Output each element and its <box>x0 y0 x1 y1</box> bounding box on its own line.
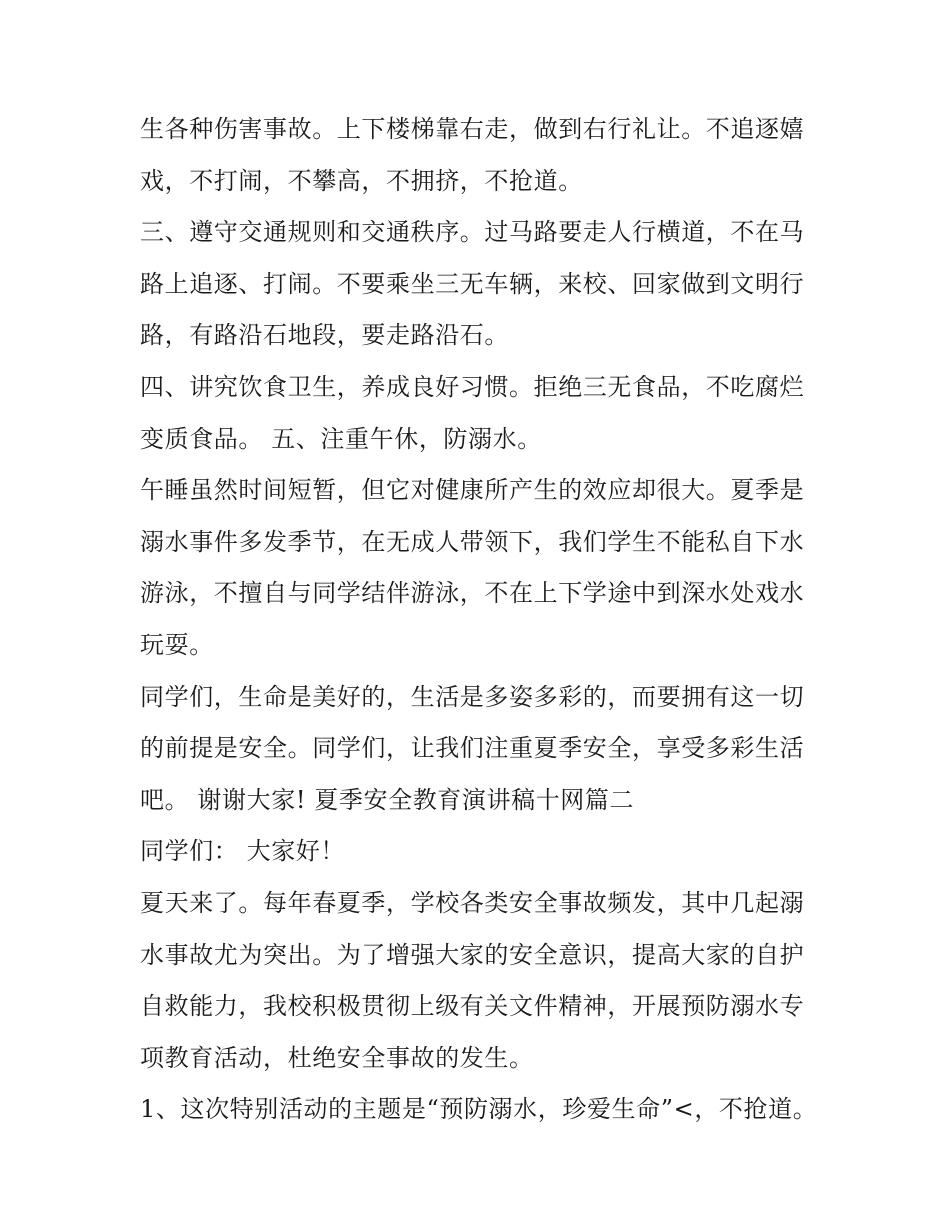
text-line: 1、这次特别活动的主题是“预防溺水，珍爱生命”<，不抢道。 <box>140 1095 818 1124</box>
text-line: 变质食品。 五、注重午休，防溺水。 <box>140 424 542 453</box>
text-line: 项教育活动，杜绝安全事故的发生。 <box>140 1043 534 1072</box>
text-line: 三、遵守交通规则和交通秩序。过马路要走人行横道，不在马 <box>140 218 805 247</box>
text-line: 生各种伤害事故。上下楼梯靠右走，做到右行礼让。不追逐嬉 <box>140 115 805 143</box>
text-line: 戏，不打闹，不攀高，不拥挤，不抢道。 <box>140 166 583 195</box>
text-line: 吧。 谢谢大家! 夏季安全教育演讲稿十网篇二 <box>140 785 635 814</box>
text-line: 溺水事件多发季节，在无成人带领下，我们学生不能私自下水 <box>140 527 805 556</box>
text-line: 四、讲究饮食卫生，养成良好习惯。拒绝三无食品，不吃腐烂 <box>140 372 805 401</box>
text-line: 路，有路沿石地段，要走路沿石。 <box>140 321 509 350</box>
text-line: 的前提是安全。同学们，让我们注重夏季安全，享受多彩生活 <box>140 734 805 763</box>
text-line: 游泳，不擅自与同学结伴游泳，不在上下学途中到深水处戏水 <box>140 579 805 608</box>
text-line: 水事故尤为突出。为了增强大家的安全意识，提高大家的自护 <box>140 940 805 969</box>
text-line: 同学们： 大家好！ <box>140 837 346 866</box>
document-body <box>140 104 820 1136</box>
text-line: 夏天来了。每年春夏季，学校各类安全事故频发，其中几起溺 <box>140 888 805 917</box>
text-line: 路上追逐、打闹。不要乘坐三无车辆，来校、回家做到文明行 <box>140 269 805 298</box>
text-line: 玩耍。 <box>140 630 214 659</box>
text-line: 午睡虽然时间短暂，但它对健康所产生的效应却很大。夏季是 <box>140 476 805 505</box>
text-line: 自救能力，我校积极贯彻上级有关文件精神，开展预防溺水专 <box>140 992 805 1021</box>
text-line: 同学们，生命是美好的，生活是多姿多彩的，而要拥有这一切 <box>140 682 805 711</box>
